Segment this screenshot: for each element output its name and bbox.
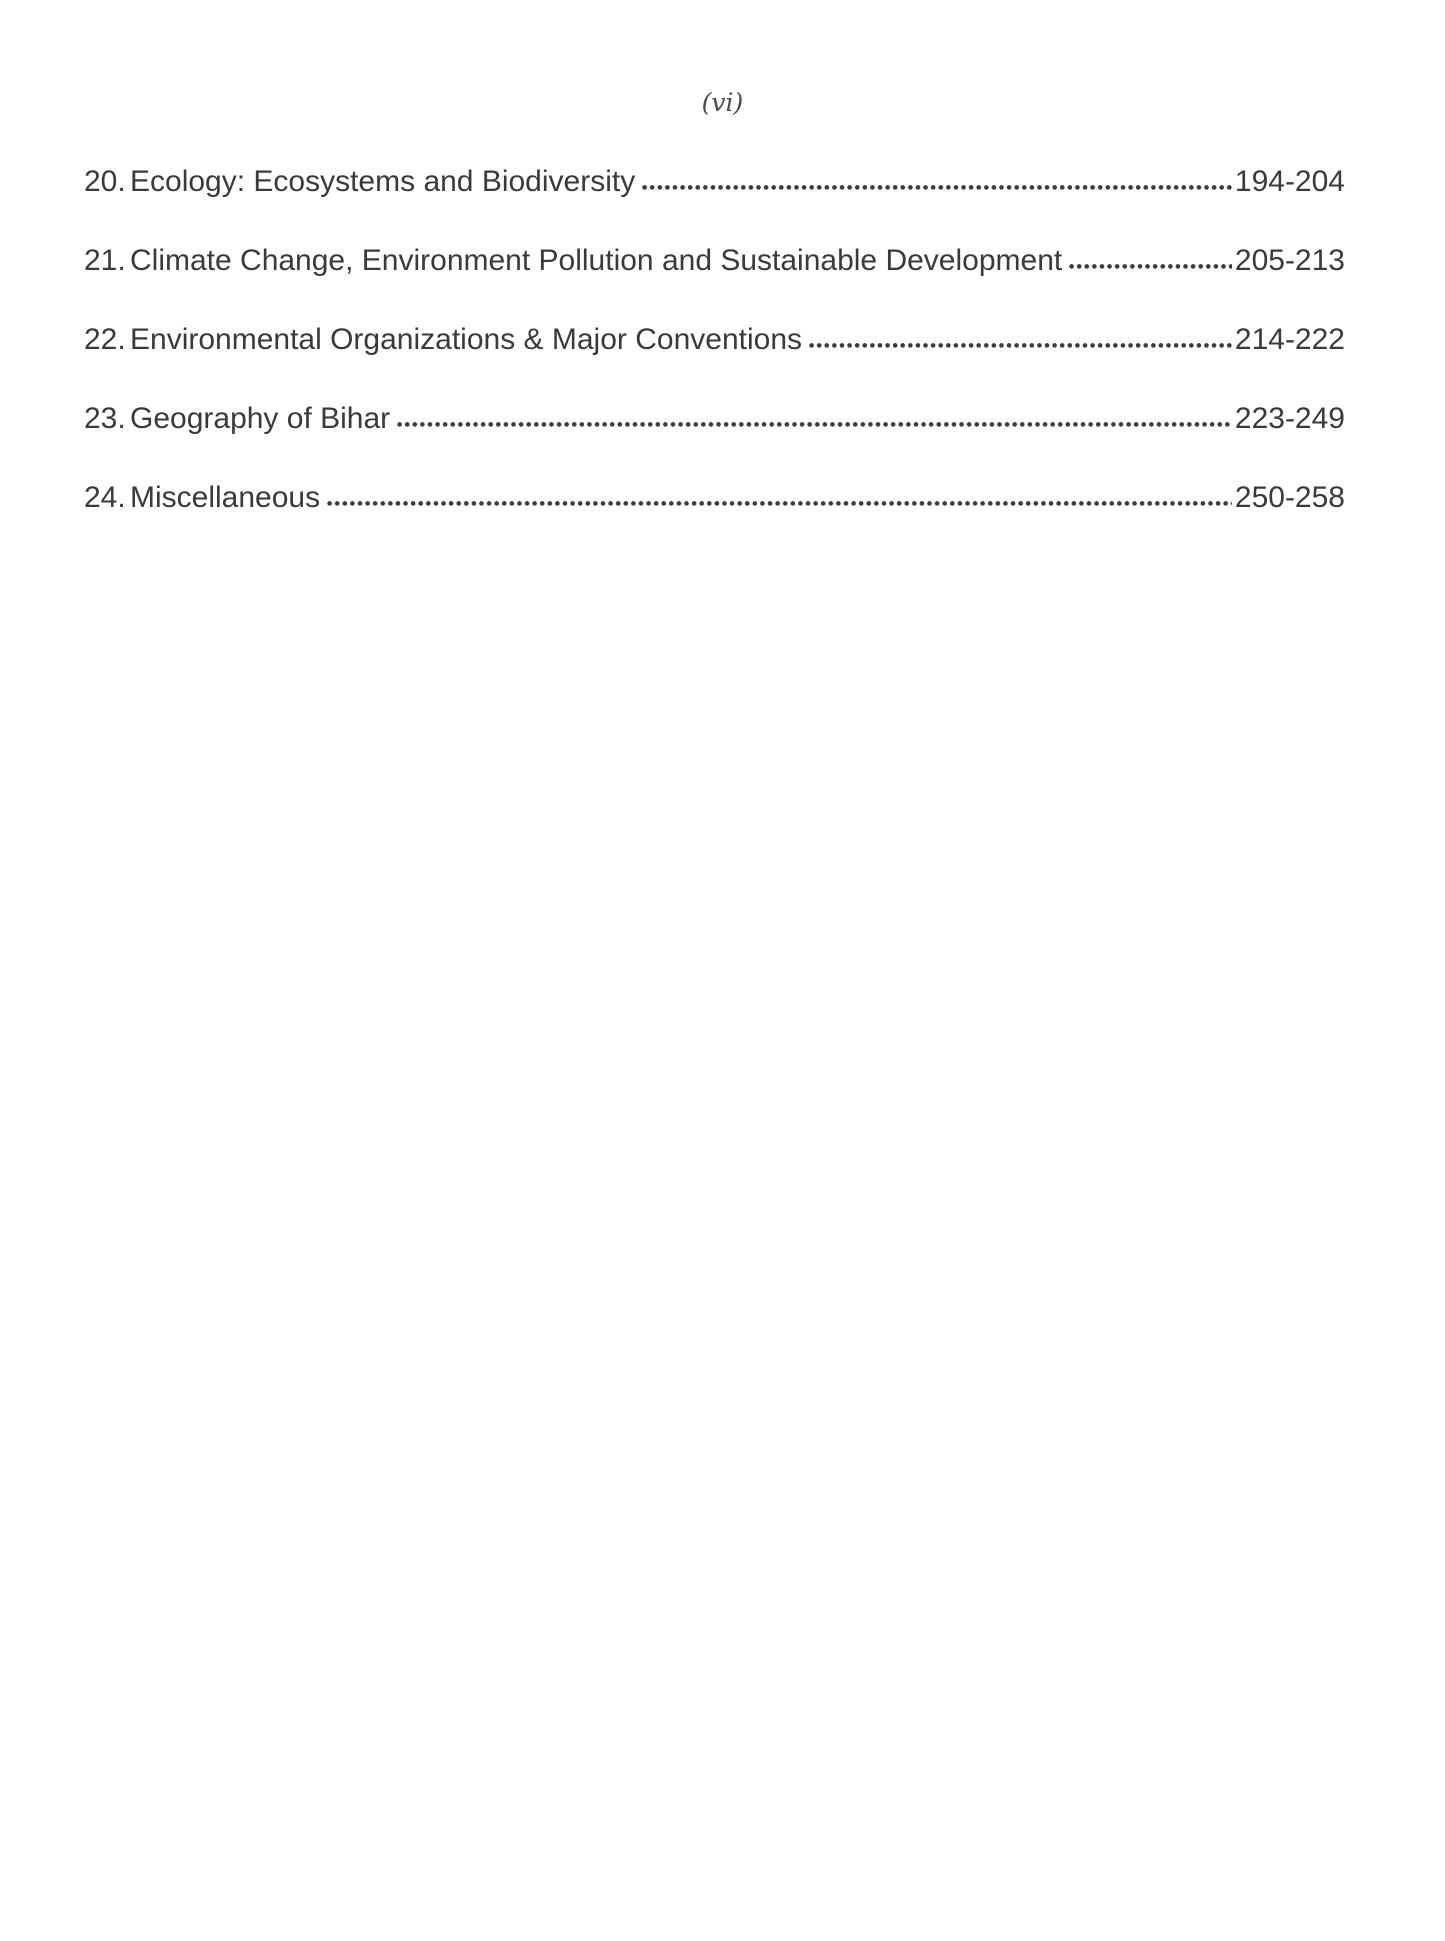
toc-entry-title: Environmental Organizations & Major Conventions [130, 323, 802, 356]
toc-entry-number: 20. [84, 165, 126, 198]
toc-entry-page-range: 214-222 [1234, 323, 1345, 356]
table-of-contents [0, 162, 1445, 518]
dot-leader [809, 342, 1232, 349]
toc-entry-title: Ecology: Ecosystems and Biodiversity [130, 165, 636, 198]
toc-entry-number: 21. [84, 244, 126, 277]
toc-entry-title: Climate Change, Environment Pollution and Sustainable Development [130, 244, 1063, 277]
toc-entry-page-range: 250-258 [1234, 481, 1345, 514]
toc-entry [84, 399, 1345, 439]
toc-entry [84, 162, 1345, 202]
dot-leader [327, 500, 1232, 507]
toc-entry-page-range: 223-249 [1234, 402, 1345, 435]
toc-entry-page-range: 194-204 [1234, 165, 1345, 198]
dot-leader [1069, 263, 1232, 270]
toc-entry-number: 23. [84, 402, 126, 435]
toc-entry [84, 320, 1345, 360]
dot-leader [397, 421, 1232, 428]
toc-entry-number: 24. [84, 481, 126, 514]
toc-entry [84, 478, 1345, 518]
toc-entry [84, 241, 1345, 281]
page-number-header: (vi) [701, 88, 744, 117]
toc-entry-title: Miscellaneous [130, 481, 321, 514]
toc-entry-number: 22. [84, 323, 126, 356]
toc-entry-title: Geography of Bihar [130, 402, 391, 435]
toc-entry-page-range: 205-213 [1234, 244, 1345, 277]
dot-leader [642, 184, 1232, 191]
